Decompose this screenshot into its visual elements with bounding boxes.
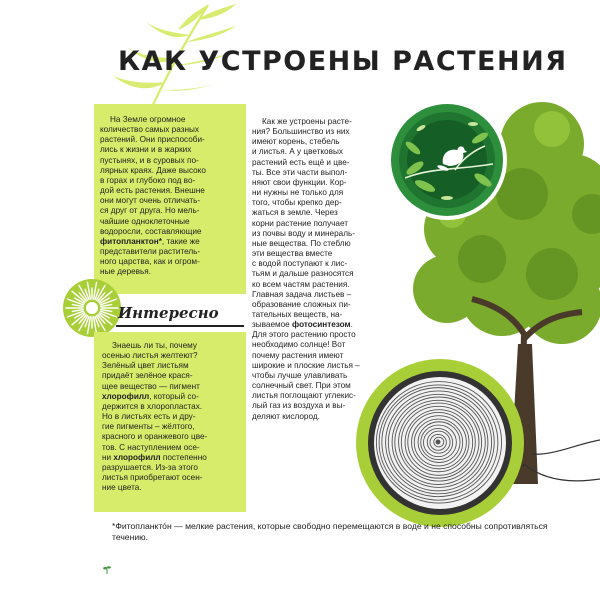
main-line: зываемое фотосинтезом.	[252, 320, 353, 330]
fact-line: гие пигменты – жёлтого,	[102, 422, 195, 432]
intro-line: ного царства, как и огром-	[100, 257, 200, 267]
fact-line: листья приобретают осен-	[102, 473, 203, 483]
fact-bold-term: хлорофилл	[102, 391, 150, 401]
fact-line: Но в листьях есть и дру-	[102, 412, 196, 422]
main-line: няют свои функции. Кор-	[252, 177, 347, 187]
main-line: деляют кислород.	[252, 411, 320, 421]
main-line: образование сложных пи-	[252, 299, 351, 309]
bird-circle-icon	[385, 98, 509, 222]
intro-line: ся друг от друга. Но мель-	[100, 206, 200, 216]
fact-line: осенью листья желтеют?	[102, 351, 198, 361]
main-line: листья поглощают углекис-	[252, 391, 356, 401]
fact-line: придаёт зелёное крася-	[102, 371, 193, 381]
sun-burst-icon	[62, 278, 122, 338]
main-line: лый газ из воздуха и вы-	[252, 401, 346, 411]
intro-line: фитопланктон*, такие же	[100, 236, 200, 246]
intro-line: представители раститель-	[100, 247, 201, 257]
interesting-heading: Интересно	[118, 304, 219, 322]
main-line: того, чтобы крепко дер-	[252, 198, 342, 208]
page-title: КАК УСТРОЕНЫ РАСТЕНИЯ	[118, 46, 568, 77]
fact-line: тов. С наступлением осе-	[102, 442, 200, 452]
main-line: имеют корень, стебель	[252, 137, 340, 147]
main-line: широкие и плоские листья –	[252, 360, 360, 370]
main-line: чтобы лучше улавливать	[252, 370, 348, 380]
fact-bold-term: хлорофилл	[113, 452, 161, 462]
intro-line: растений. Они приспособи-	[100, 135, 205, 145]
main-line: Для этого растению просто	[252, 330, 356, 340]
footnote: *Фитопланкто́н — мелкие растения, которые свободно перемещаются в воде и не способны сопротивляться течению.	[112, 521, 548, 542]
main-line: из почвы воду и минераль-	[252, 228, 355, 238]
fact-line: хлорофилл, который со-	[102, 391, 199, 401]
main-line: эти вещества вместе	[252, 249, 333, 259]
intro-line: ные деревья.	[100, 267, 151, 277]
intro-line: водоросли, составляющие	[100, 226, 202, 236]
intro-line: лись к жизни и в жарких	[100, 145, 192, 155]
fact-line: Зелёный цвет листьям	[102, 361, 189, 371]
sprout-icon	[103, 565, 111, 574]
main-line: тательных веществ, на-	[252, 309, 343, 319]
main-line: необходимо солнце! Вот	[252, 340, 346, 350]
main-line: жаться в земле. Через	[252, 208, 338, 218]
intro-line: чайшие одноклеточные	[100, 216, 190, 226]
main-line: ные вещества. По стеблю	[252, 238, 351, 248]
fact-line: ни хлорофилл постепенно	[102, 452, 207, 462]
main-line: ни нужны не только для	[252, 188, 344, 198]
fact-line: держится в хлоропластах.	[102, 401, 203, 411]
main-line: растений есть ещё и цве-	[252, 157, 350, 167]
heading-underline	[116, 325, 244, 327]
intro-line: На Земле огромное	[110, 115, 186, 124]
intro-paragraph	[100, 115, 238, 278]
tree-ring-log-icon	[355, 355, 530, 530]
intro-line: дой есть растения. Внешне	[100, 186, 205, 196]
main-line: солнечный свет. При этом	[252, 381, 351, 391]
main-line: с водой поступают к лис-	[252, 259, 348, 269]
main-line: почему растения имеют	[252, 350, 344, 360]
fact-line: ние цвета.	[102, 483, 142, 493]
main-bold-term: фотосинтезом	[292, 320, 351, 330]
fact-line: Знаешь ли ты, почему	[112, 341, 197, 350]
fact-line: щее вещество — пигмент	[102, 381, 200, 391]
intro-line: количество самых разных	[100, 125, 199, 135]
intro-line: пустынях, и в суровых по-	[100, 155, 199, 165]
main-line: тьям и дальше разносятся	[252, 269, 354, 279]
main-line: Как же устроены расте-	[262, 117, 352, 126]
main-line: ты. Все эти части выпол-	[252, 167, 348, 177]
main-line: ко всем частям растения.	[252, 279, 350, 289]
fact-line: красного и оранжевого цве-	[102, 432, 208, 442]
main-line: и листья. А у цветковых	[252, 147, 343, 157]
intro-line: в горах и глубоко под во-	[100, 175, 196, 185]
fact-paragraph	[102, 341, 238, 493]
intro-bold-term: фитопланктон*	[100, 236, 162, 246]
fact-line: разрушается. Из-за этого	[102, 462, 198, 472]
main-line: корни растение получает	[252, 218, 349, 228]
intro-line: лярных краях. Даже высоко	[100, 165, 206, 175]
main-line: ния? Большинство из них	[252, 127, 350, 137]
intro-line: они могут очень отличать-	[100, 196, 201, 206]
main-line: Главная задача листьев –	[252, 289, 352, 299]
